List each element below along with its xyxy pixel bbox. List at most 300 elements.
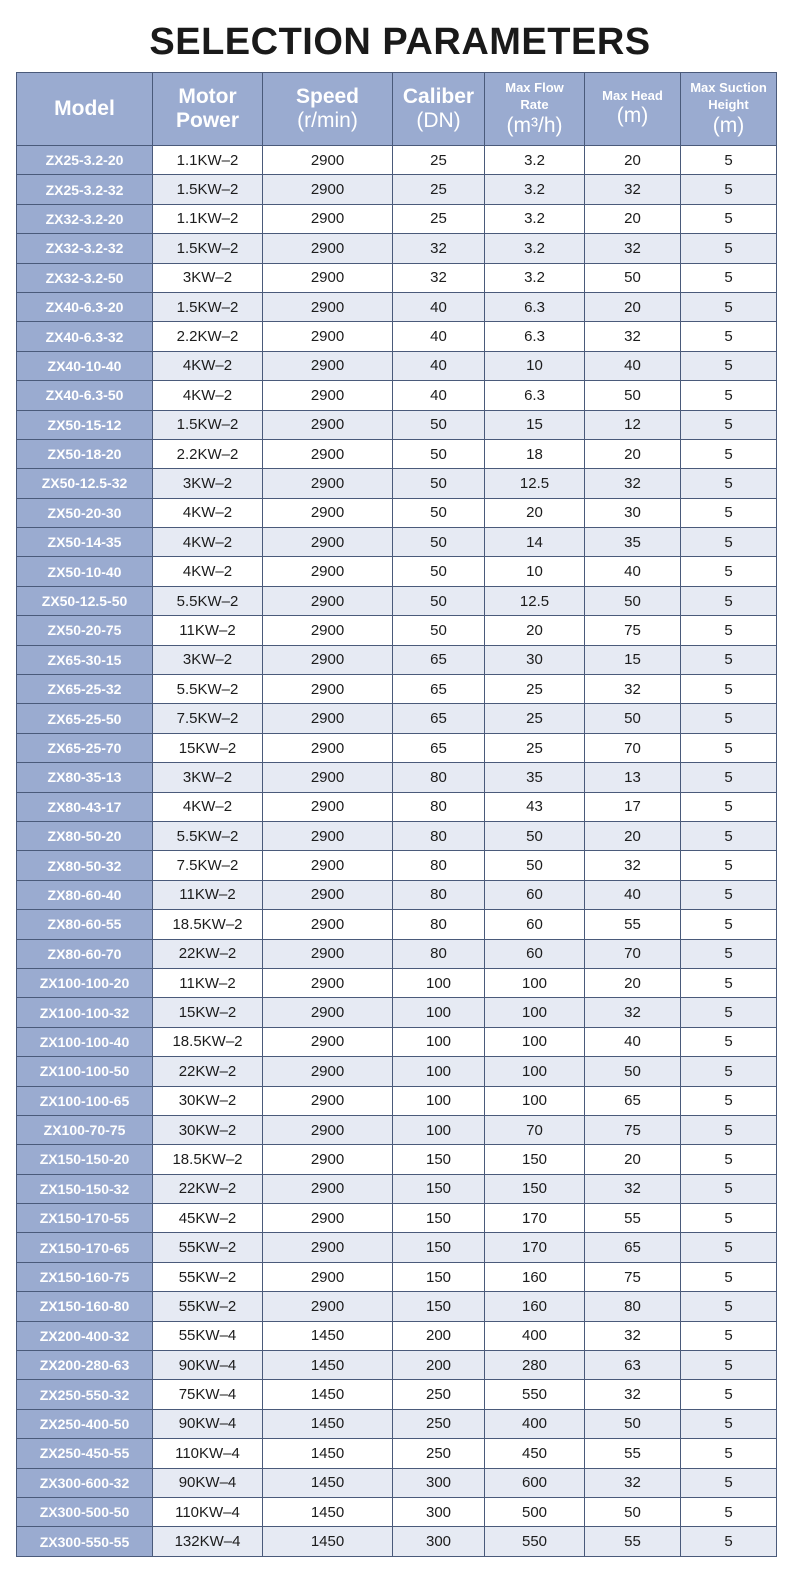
max-head-cell: 32 [585,675,681,704]
caliber-cell: 25 [393,204,485,233]
motor-power-cell: 3KW–2 [153,763,263,792]
model-cell: ZX50-20-30 [17,498,153,527]
max-flow-rate-cell: 400 [485,1409,585,1438]
table-row [17,675,777,704]
max-suction-height-cell: 5 [681,645,777,674]
model-cell: ZX150-150-20 [17,1145,153,1174]
model-cell: ZX300-550-55 [17,1527,153,1556]
motor-power-cell: 3KW–2 [153,263,263,292]
selection-parameters-table [16,72,777,1557]
motor-power-cell: 4KW–2 [153,557,263,586]
header-speed: Speed (r/min) [263,73,393,146]
table-row [17,763,777,792]
model-cell: ZX150-170-65 [17,1233,153,1262]
header-max-head: Max Head (m) [585,73,681,146]
table-row [17,616,777,645]
table-row [17,1439,777,1468]
page-title: SELECTION PARAMETERS [149,21,651,63]
table-row [17,851,777,880]
speed-cell: 2900 [263,616,393,645]
speed-cell: 2900 [263,557,393,586]
max-flow-rate-cell: 10 [485,351,585,380]
max-flow-rate-cell: 500 [485,1497,585,1526]
motor-power-cell: 55KW–2 [153,1292,263,1321]
max-flow-rate-cell: 70 [485,1115,585,1144]
motor-power-cell: 2.2KW–2 [153,322,263,351]
max-suction-height-cell: 5 [681,234,777,263]
motor-power-cell: 1.5KW–2 [153,175,263,204]
max-flow-rate-cell: 6.3 [485,381,585,410]
max-suction-height-cell: 5 [681,1204,777,1233]
max-head-cell: 32 [585,322,681,351]
max-head-cell: 50 [585,586,681,615]
speed-cell: 2900 [263,851,393,880]
caliber-cell: 300 [393,1527,485,1556]
motor-power-cell: 1.5KW–2 [153,410,263,439]
max-flow-rate-cell: 10 [485,557,585,586]
table-row [17,586,777,615]
max-suction-height-cell: 5 [681,528,777,557]
table-row [17,1527,777,1556]
table-row [17,528,777,557]
speed-cell: 2900 [263,821,393,850]
max-suction-height-cell: 5 [681,704,777,733]
speed-cell: 2900 [263,880,393,909]
motor-power-cell: 15KW–2 [153,998,263,1027]
model-cell: ZX200-280-63 [17,1351,153,1380]
model-cell: ZX300-600-32 [17,1468,153,1497]
max-head-cell: 20 [585,968,681,997]
max-head-cell: 20 [585,146,681,175]
max-head-cell: 50 [585,263,681,292]
max-suction-height-cell: 5 [681,733,777,762]
max-flow-rate-cell: 18 [485,439,585,468]
max-suction-height-cell: 5 [681,469,777,498]
motor-power-cell: 4KW–2 [153,381,263,410]
caliber-cell: 100 [393,1027,485,1056]
motor-power-cell: 1.5KW–2 [153,292,263,321]
max-suction-height-cell: 5 [681,968,777,997]
motor-power-cell: 22KW–2 [153,1174,263,1203]
model-cell: ZX100-100-32 [17,998,153,1027]
speed-cell: 2900 [263,351,393,380]
max-head-cell: 63 [585,1351,681,1380]
caliber-cell: 80 [393,792,485,821]
table-row [17,910,777,939]
caliber-cell: 200 [393,1321,485,1350]
max-flow-rate-cell: 50 [485,851,585,880]
max-suction-height-cell: 5 [681,1174,777,1203]
max-suction-height-cell: 5 [681,1057,777,1086]
max-head-cell: 50 [585,1497,681,1526]
motor-power-cell: 110KW–4 [153,1439,263,1468]
max-head-cell: 32 [585,1321,681,1350]
table-row [17,175,777,204]
model-cell: ZX80-35-13 [17,763,153,792]
max-flow-rate-cell: 14 [485,528,585,557]
max-flow-rate-cell: 3.2 [485,263,585,292]
motor-power-cell: 30KW–2 [153,1086,263,1115]
table-row [17,292,777,321]
max-head-cell: 20 [585,292,681,321]
max-head-cell: 55 [585,1439,681,1468]
table-row [17,322,777,351]
max-suction-height-cell: 5 [681,1468,777,1497]
caliber-cell: 250 [393,1409,485,1438]
motor-power-cell: 110KW–4 [153,1497,263,1526]
model-cell: ZX40-10-40 [17,351,153,380]
model-cell: ZX80-60-70 [17,939,153,968]
max-suction-height-cell: 5 [681,1145,777,1174]
max-suction-height-cell: 5 [681,1497,777,1526]
motor-power-cell: 55KW–2 [153,1233,263,1262]
caliber-cell: 32 [393,234,485,263]
model-cell: ZX250-550-32 [17,1380,153,1409]
speed-cell: 2900 [263,1174,393,1203]
max-flow-rate-cell: 150 [485,1145,585,1174]
caliber-cell: 80 [393,880,485,909]
caliber-cell: 50 [393,469,485,498]
max-suction-height-cell: 5 [681,263,777,292]
model-cell: ZX65-30-15 [17,645,153,674]
motor-power-cell: 30KW–2 [153,1115,263,1144]
motor-power-cell: 2.2KW–2 [153,439,263,468]
motor-power-cell: 18.5KW–2 [153,910,263,939]
speed-cell: 2900 [263,968,393,997]
max-flow-rate-cell: 6.3 [485,322,585,351]
caliber-cell: 50 [393,410,485,439]
caliber-cell: 150 [393,1262,485,1291]
caliber-cell: 200 [393,1351,485,1380]
caliber-cell: 150 [393,1233,485,1262]
motor-power-cell: 1.1KW–2 [153,204,263,233]
speed-cell: 2900 [263,645,393,674]
max-suction-height-cell: 5 [681,1262,777,1291]
caliber-cell: 50 [393,586,485,615]
motor-power-cell: 11KW–2 [153,616,263,645]
model-cell: ZX250-400-50 [17,1409,153,1438]
caliber-cell: 25 [393,175,485,204]
header-max-suction-height: Max Suction Height (m) [681,73,777,146]
max-head-cell: 70 [585,733,681,762]
caliber-cell: 300 [393,1497,485,1526]
max-flow-rate-cell: 20 [485,498,585,527]
speed-cell: 2900 [263,234,393,263]
max-suction-height-cell: 5 [681,851,777,880]
model-cell: ZX80-50-20 [17,821,153,850]
max-flow-rate-cell: 15 [485,410,585,439]
caliber-cell: 40 [393,351,485,380]
motor-power-cell: 90KW–4 [153,1468,263,1497]
caliber-cell: 100 [393,998,485,1027]
header-caliber: Caliber (DN) [393,73,485,146]
table-row [17,704,777,733]
model-cell: ZX80-50-32 [17,851,153,880]
caliber-cell: 40 [393,322,485,351]
max-head-cell: 40 [585,880,681,909]
max-suction-height-cell: 5 [681,439,777,468]
caliber-cell: 65 [393,675,485,704]
caliber-cell: 65 [393,704,485,733]
speed-cell: 2900 [263,733,393,762]
max-head-cell: 65 [585,1086,681,1115]
table-row [17,1115,777,1144]
table-row [17,1027,777,1056]
motor-power-cell: 55KW–4 [153,1321,263,1350]
max-flow-rate-cell: 100 [485,1086,585,1115]
table-row [17,234,777,263]
motor-power-cell: 18.5KW–2 [153,1145,263,1174]
max-suction-height-cell: 5 [681,175,777,204]
caliber-cell: 50 [393,616,485,645]
model-cell: ZX50-20-75 [17,616,153,645]
max-flow-rate-cell: 170 [485,1204,585,1233]
max-flow-rate-cell: 100 [485,998,585,1027]
table-row [17,557,777,586]
model-cell: ZX50-12.5-50 [17,586,153,615]
speed-cell: 2900 [263,469,393,498]
caliber-cell: 250 [393,1439,485,1468]
max-suction-height-cell: 5 [681,763,777,792]
max-suction-height-cell: 5 [681,939,777,968]
model-cell: ZX32-3.2-50 [17,263,153,292]
table-row [17,1497,777,1526]
max-head-cell: 70 [585,939,681,968]
motor-power-cell: 11KW–2 [153,880,263,909]
motor-power-cell: 7.5KW–2 [153,851,263,880]
table-row [17,410,777,439]
speed-cell: 2900 [263,146,393,175]
table-row [17,1204,777,1233]
motor-power-cell: 75KW–4 [153,1380,263,1409]
speed-cell: 2900 [263,1233,393,1262]
speed-cell: 2900 [263,498,393,527]
motor-power-cell: 3KW–2 [153,645,263,674]
max-flow-rate-cell: 3.2 [485,146,585,175]
motor-power-cell: 4KW–2 [153,351,263,380]
table-row [17,351,777,380]
max-head-cell: 50 [585,1409,681,1438]
max-head-cell: 40 [585,1027,681,1056]
max-flow-rate-cell: 12.5 [485,469,585,498]
table-row [17,439,777,468]
max-head-cell: 40 [585,557,681,586]
motor-power-cell: 18.5KW–2 [153,1027,263,1056]
header-model: Model [17,73,153,146]
max-head-cell: 65 [585,1233,681,1262]
motor-power-cell: 1.1KW–2 [153,146,263,175]
max-suction-height-cell: 5 [681,1351,777,1380]
max-head-cell: 20 [585,439,681,468]
max-head-cell: 55 [585,910,681,939]
max-suction-height-cell: 5 [681,675,777,704]
header-max-flow-rate: Max Flow Rate (m³/h) [485,73,585,146]
max-head-cell: 32 [585,1174,681,1203]
model-cell: ZX32-3.2-32 [17,234,153,263]
max-flow-rate-cell: 25 [485,675,585,704]
caliber-cell: 65 [393,645,485,674]
max-suction-height-cell: 5 [681,1439,777,1468]
max-head-cell: 15 [585,645,681,674]
speed-cell: 1450 [263,1468,393,1497]
model-cell: ZX150-160-75 [17,1262,153,1291]
max-suction-height-cell: 5 [681,1527,777,1556]
model-cell: ZX40-6.3-50 [17,381,153,410]
max-suction-height-cell: 5 [681,1027,777,1056]
caliber-cell: 150 [393,1292,485,1321]
table-row [17,792,777,821]
max-flow-rate-cell: 280 [485,1351,585,1380]
max-head-cell: 32 [585,234,681,263]
model-cell: ZX100-100-20 [17,968,153,997]
speed-cell: 1450 [263,1321,393,1350]
model-cell: ZX300-500-50 [17,1497,153,1526]
table-row [17,469,777,498]
max-head-cell: 75 [585,1262,681,1291]
table-row [17,204,777,233]
max-suction-height-cell: 5 [681,410,777,439]
speed-cell: 2900 [263,704,393,733]
table-row [17,1321,777,1350]
model-cell: ZX50-18-20 [17,439,153,468]
max-suction-height-cell: 5 [681,351,777,380]
max-flow-rate-cell: 3.2 [485,175,585,204]
motor-power-cell: 15KW–2 [153,733,263,762]
max-suction-height-cell: 5 [681,292,777,321]
speed-cell: 1450 [263,1351,393,1380]
caliber-cell: 100 [393,968,485,997]
model-cell: ZX100-100-40 [17,1027,153,1056]
table-row [17,498,777,527]
caliber-cell: 50 [393,498,485,527]
speed-cell: 2900 [263,439,393,468]
caliber-cell: 300 [393,1468,485,1497]
max-suction-height-cell: 5 [681,1115,777,1144]
speed-cell: 2900 [263,1027,393,1056]
table-row [17,1262,777,1291]
model-cell: ZX80-43-17 [17,792,153,821]
max-suction-height-cell: 5 [681,146,777,175]
model-cell: ZX50-15-12 [17,410,153,439]
motor-power-cell: 90KW–4 [153,1409,263,1438]
table-row [17,998,777,1027]
max-suction-height-cell: 5 [681,1321,777,1350]
model-cell: ZX32-3.2-20 [17,204,153,233]
motor-power-cell: 4KW–2 [153,792,263,821]
speed-cell: 2900 [263,381,393,410]
max-flow-rate-cell: 550 [485,1380,585,1409]
max-flow-rate-cell: 100 [485,1057,585,1086]
model-cell: ZX80-60-55 [17,910,153,939]
motor-power-cell: 5.5KW–2 [153,821,263,850]
speed-cell: 2900 [263,675,393,704]
max-head-cell: 32 [585,1380,681,1409]
table-row [17,146,777,175]
model-cell: ZX50-14-35 [17,528,153,557]
max-head-cell: 20 [585,821,681,850]
motor-power-cell: 4KW–2 [153,528,263,557]
max-head-cell: 50 [585,1057,681,1086]
speed-cell: 1450 [263,1439,393,1468]
caliber-cell: 80 [393,910,485,939]
table-row [17,968,777,997]
max-flow-rate-cell: 160 [485,1262,585,1291]
motor-power-cell: 11KW–2 [153,968,263,997]
speed-cell: 1450 [263,1380,393,1409]
motor-power-cell: 22KW–2 [153,939,263,968]
max-flow-rate-cell: 100 [485,968,585,997]
caliber-cell: 50 [393,528,485,557]
max-suction-height-cell: 5 [681,616,777,645]
max-head-cell: 32 [585,851,681,880]
max-suction-height-cell: 5 [681,1380,777,1409]
model-cell: ZX100-100-65 [17,1086,153,1115]
model-cell: ZX65-25-70 [17,733,153,762]
max-head-cell: 40 [585,351,681,380]
caliber-cell: 100 [393,1115,485,1144]
speed-cell: 2900 [263,175,393,204]
max-head-cell: 20 [585,204,681,233]
motor-power-cell: 5.5KW–2 [153,675,263,704]
speed-cell: 2900 [263,1204,393,1233]
speed-cell: 1450 [263,1409,393,1438]
max-head-cell: 32 [585,175,681,204]
model-cell: ZX65-25-32 [17,675,153,704]
table-row [17,381,777,410]
model-cell: ZX150-150-32 [17,1174,153,1203]
max-flow-rate-cell: 60 [485,939,585,968]
max-head-cell: 55 [585,1204,681,1233]
motor-power-cell: 22KW–2 [153,1057,263,1086]
caliber-cell: 80 [393,763,485,792]
speed-cell: 2900 [263,410,393,439]
model-cell: ZX200-400-32 [17,1321,153,1350]
motor-power-cell: 45KW–2 [153,1204,263,1233]
speed-cell: 2900 [263,292,393,321]
max-head-cell: 80 [585,1292,681,1321]
motor-power-cell: 5.5KW–2 [153,586,263,615]
max-head-cell: 32 [585,1468,681,1497]
table-row [17,645,777,674]
max-head-cell: 35 [585,528,681,557]
max-suction-height-cell: 5 [681,880,777,909]
speed-cell: 2900 [263,586,393,615]
max-flow-rate-cell: 3.2 [485,204,585,233]
max-flow-rate-cell: 400 [485,1321,585,1350]
motor-power-cell: 55KW–2 [153,1262,263,1291]
max-flow-rate-cell: 550 [485,1527,585,1556]
max-flow-rate-cell: 35 [485,763,585,792]
max-flow-rate-cell: 60 [485,910,585,939]
max-head-cell: 75 [585,616,681,645]
motor-power-cell: 1.5KW–2 [153,234,263,263]
max-suction-height-cell: 5 [681,1086,777,1115]
caliber-cell: 80 [393,851,485,880]
max-flow-rate-cell: 25 [485,733,585,762]
speed-cell: 2900 [263,763,393,792]
max-flow-rate-cell: 43 [485,792,585,821]
model-cell: ZX25-3.2-32 [17,175,153,204]
max-flow-rate-cell: 60 [485,880,585,909]
table-row [17,880,777,909]
max-suction-height-cell: 5 [681,322,777,351]
model-cell: ZX150-170-55 [17,1204,153,1233]
max-flow-rate-cell: 6.3 [485,292,585,321]
model-cell: ZX250-450-55 [17,1439,153,1468]
caliber-cell: 32 [393,263,485,292]
max-flow-rate-cell: 160 [485,1292,585,1321]
max-suction-height-cell: 5 [681,1233,777,1262]
